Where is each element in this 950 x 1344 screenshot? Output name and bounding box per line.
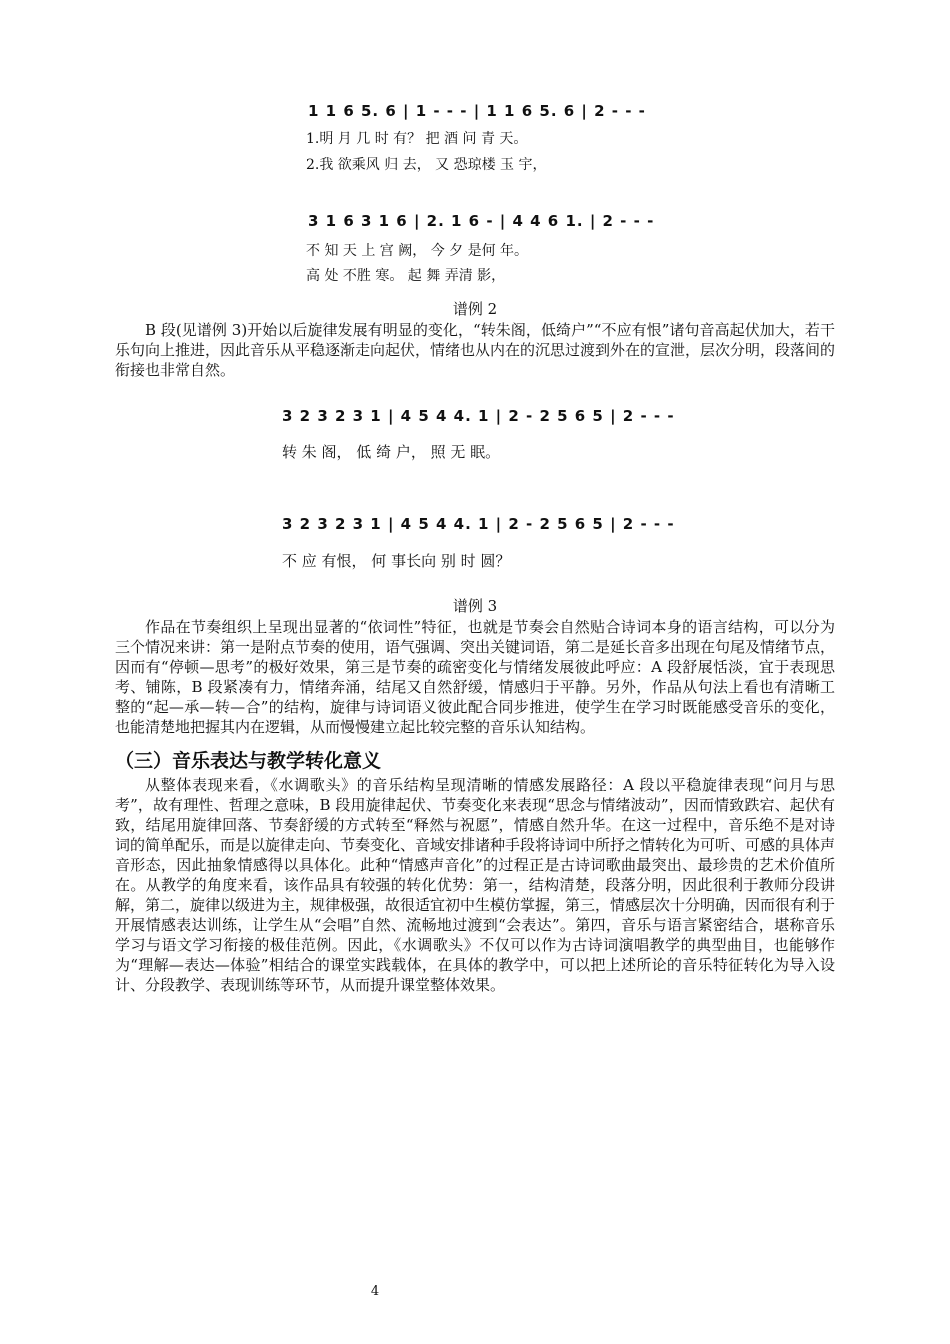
score-example-3 bbox=[240, 385, 800, 590]
score-example-2 bbox=[290, 88, 800, 293]
page-number: 4 bbox=[370, 1284, 380, 1299]
score2-row2-lyrics1: 不 知 天 上 宫 阙， 今 夕 是何 年。 bbox=[306, 243, 529, 259]
caption-example-2: 谱例 2 bbox=[452, 300, 498, 318]
paragraph-teaching: 从整体表现来看，《水调歌头》的音乐结构呈现清晰的情感发展路径：A 段以平稳旋律表现“问月与思考”，故有理性、哲理之意味，B 段用旋律起伏、节奏变化来表现“思念与情绪波动”，因而情致跌宕、起伏有致，结尾用旋律回落、节奏舒缓的方式转至“释然与祝愿”，情感自然升华。在这一过程中，音乐绝不是对诗词的简单配乐，而是以旋律走向、节奏变化、音域安排诸种手段将诗词中所抒之情转化为可听、可感的具体声音形态，因此抽象情感得以具体化。此种“情感声音化”的过程正是古诗词歌曲最突出、最珍贵的艺术价值所在。从教学的角度来看，该作品具有较强的转化优势：第一，结构清楚，段落分明，因此很利于教师分段讲解，第二，旋律以级进为主，规律极强，故很适宜初中生模仿掌握，第三，情感层次十分明确，因而很有利于开展情感表达训练，让学生从“会唱”自然、流畅地过渡到“会表达”。第四，音乐与语言紧密结合，堪称音乐学习与语文学习衔接的极佳范例。因此，《水调歌头》不仅可以作为古诗词演唱教学的典型曲目，也能够作为“理解—表达—体验”相结合的课堂实践载体，在具体的教学中，可以把上述所论的音乐特征转化为导入设计、分段教学、表现训练等环节，从而提升课堂整体效果。 bbox=[115, 776, 836, 994]
paragraph-rhythm: 作品在节奏组织上呈现出显著的“依词性”特征，也就是节奏会自然贴合诗词本身的语言结构，可以分为三个情况来讲：第一是附点节奏的使用，语气强调、突出关键词语，第二是延长音多出现在句尾及情绪节点，因而有“停顿—思考”的极好效果，第三是节奏的疏密变化与情绪发展彼此呼应：A 段舒展恬淡，宜于表现思考、铺陈，B 段紧凑有力，情绪奔涌，结尾又自然舒缓，情感归于平静。另外，作品从句法上看也有清晰工整的“起—承—转—合”的结构，旋律与诗词语义彼此配合同步推进，使学生在学习时既能感受音乐的变化，也能清楚地把握其内在逻辑，从而慢慢建立起比较完整的音乐认知结构。 bbox=[115, 618, 836, 736]
section-heading-3: （三）音乐表达与教学转化意义 bbox=[115, 750, 382, 772]
score3-row2-lyrics: 不 应 有恨， 何 事长向 别 时 圆？ bbox=[282, 552, 511, 570]
score2-row1-lyrics1: 1.明 月 几 时 有？ 把 酒 问 青 天。 bbox=[306, 131, 528, 147]
score2-row2-lyrics2: 高 处 不胜 寒。 起 舞 弄清 影， bbox=[306, 268, 506, 284]
score3-row2-notes: 3 2 3 2 3 1 | 4 5 4 4. 1 | 2 - 2 5 6 5 | 2 - - - bbox=[282, 515, 675, 533]
paragraph-b-section: B 段(见谱例 3)开始以后旋律发展有明显的变化，“转朱阁，低绮户”“不应有恨”诸句音高起伏加大，若干乐句向上推进，因此音乐从平稳逐渐走向起伏，情绪也从内在的沉思过渡到外在的宣泄，层次分明，段落间的衔接也非常自然。 bbox=[115, 321, 836, 379]
score2-row2-notes: 3 1 6 3 1 6 | 2. 1 6 - | 4 4 6 1. | 2 - - - bbox=[308, 212, 655, 230]
score2-row1-lyrics2: 2.我 欲乘风 归 去， 又 恐琼楼 玉 宇， bbox=[306, 157, 547, 173]
score2-row1-notes: 1 1 6 5. 6 | 1 - - - | 1 1 6 5. 6 | 2 - - - bbox=[308, 102, 646, 120]
score3-row1-lyrics: 转 朱 阁， 低 绮 户， 照 无 眠。 bbox=[282, 443, 501, 461]
score3-row1-notes: 3 2 3 2 3 1 | 4 5 4 4. 1 | 2 - 2 5 6 5 | 2 - - - bbox=[282, 407, 675, 425]
caption-example-3: 谱例 3 bbox=[452, 597, 498, 615]
